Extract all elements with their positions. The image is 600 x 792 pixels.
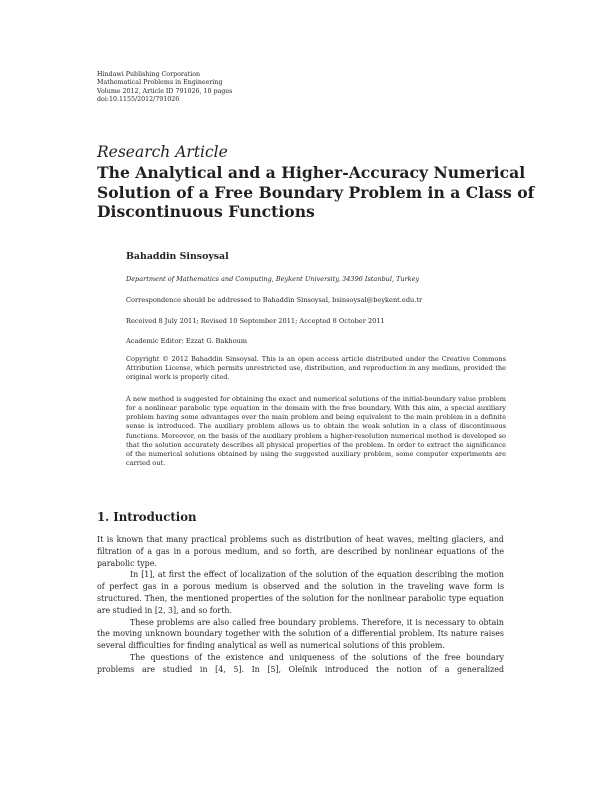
journal-header bbox=[97, 71, 477, 105]
journal-name-line: Mathematical Problems in Engineering bbox=[97, 79, 223, 87]
body-paragraph: It is known that many practical problems such as distribution of heat waves, melting glaciers, and filtration of a gas in a porous medium, and so forth, are described by nonlinear equations of the parabolic type. bbox=[97, 535, 504, 568]
copyright-notice: Copyright © 2012 Bahaddin Sinsoysal. This is an open access article distributed under the Creative Commons Attribution License, which permits unrestricted use, distribution, and reproduction in any medium, provided the original work is properly cited. bbox=[126, 355, 506, 382]
title-line: Solution of a Free Boundary Problem in a Class of bbox=[97, 182, 535, 202]
publication-dates: Received 8 July 2011; Revised 10 September 2011; Accepted 8 October 2011 bbox=[126, 317, 385, 325]
academic-editor: Academic Editor: Ezzat G. Bakhoum bbox=[126, 337, 248, 345]
publisher-line: Hindawi Publishing Corporation bbox=[97, 71, 201, 78]
doi-line: doi:10.1155/2012/791026 bbox=[97, 96, 180, 104]
correspondence-note: Correspondence should be addressed to Bahaddin Sinsoysal, bsinsoysal@beykent.edu.tr bbox=[126, 296, 423, 304]
introduction-body bbox=[97, 534, 504, 676]
section-heading-introduction: 1. Introduction bbox=[97, 510, 197, 524]
volume-line: Volume 2012, Article ID 791026, 10 pages bbox=[97, 87, 233, 95]
body-paragraph: In [1], at first the effect of localization of the solution of the equation describing the motion of perfect gas in a porous medium is observed and the solution in the traveling wave form is structured. Then, the mentioned properties of the solution for the nonlinear parabolic type equation are studied in [2, 3], and so forth. bbox=[97, 570, 504, 615]
body-paragraph: The questions of the existence and uniqueness of the solutions of the free boundary problems are studied in [4, 5]. In [5], Oleĭnik introduced the notion of a generalized bbox=[97, 652, 504, 674]
title-line: Discontinuous Functions bbox=[97, 202, 315, 221]
author-affiliation: Department of Mathematics and Computing, Beykent University, 34396 Istanbul, Turkey bbox=[126, 275, 420, 283]
abstract: A new method is suggested for obtaining the exact and numerical solutions of the initial-boundary value problem for a nonlinear parabolic type equation in the domain with the free boundary. With this aim, a special auxiliary problem having some advantages over the main problem and being equivalent to the main problem in a definite sense is introduced. The auxiliary problem allows us to obtain the weak solution in a class of discontinuous functions. Moreover, on the basis of the auxiliary problem a higher-resolution numerical method is developed so that the solution accurately describes all physical properties of the problem. In order to extract the significance of the numerical solutions obtained by using the suggested auxiliary problem, some computer experiments are carried out. bbox=[126, 395, 506, 468]
body-paragraph: These problems are also called free boundary problems. Therefore, it is necessary to obtain the moving unknown boundary together with the solution of a differential problem. Its nature raises several difficulties for finding analytical as well as numerical solutions of this problem. bbox=[97, 617, 504, 651]
article-type-label: Research Article bbox=[97, 143, 228, 161]
author-name: Bahaddin Sinsoysal bbox=[126, 251, 229, 262]
title-line: The Analytical and a Higher-Accuracy Numerical bbox=[97, 163, 526, 182]
article-title bbox=[97, 163, 535, 222]
